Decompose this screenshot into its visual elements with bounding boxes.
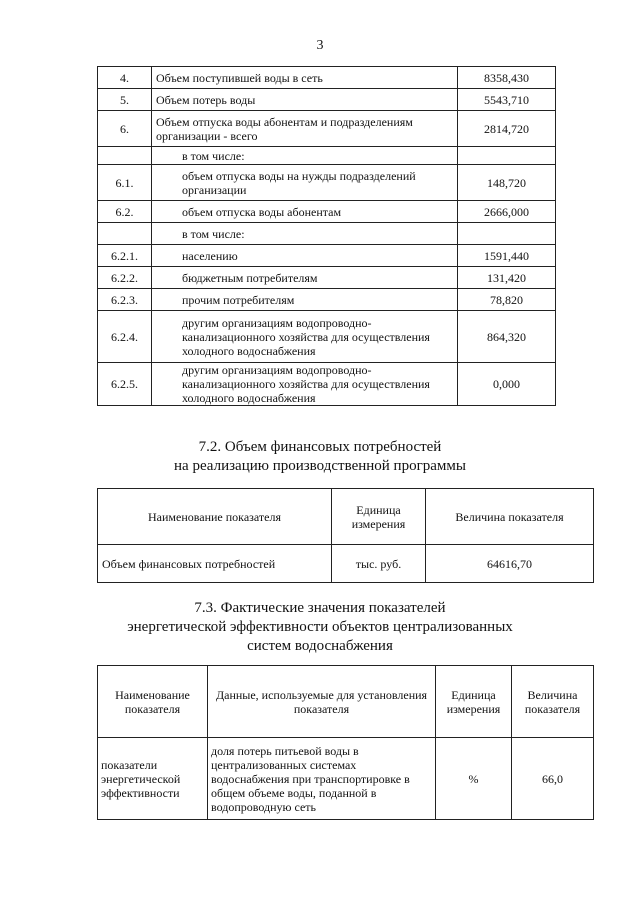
table-row <box>98 289 556 311</box>
row-number <box>98 147 152 165</box>
table-row <box>98 245 556 267</box>
row-name: другим организациям водопроводно-канализационного хозяйства для осуществления холодного водоснабжения <box>152 363 458 406</box>
water-balance-table <box>97 66 556 406</box>
row-number <box>98 223 152 245</box>
row-unit: тыс. руб. <box>332 545 426 583</box>
table-row <box>98 267 556 289</box>
table-row <box>98 223 556 245</box>
row-name: Объем поступившей воды в сеть <box>152 67 458 89</box>
table-row <box>98 67 556 89</box>
row-number: 6.2.1. <box>98 245 152 267</box>
row-number: 6.1. <box>98 165 152 201</box>
row-number: 6.2.5. <box>98 363 152 406</box>
row-value <box>458 147 556 165</box>
financial-needs-table <box>97 488 594 583</box>
row-name: населению <box>152 245 458 267</box>
row-name: бюджетным потребителям <box>152 267 458 289</box>
row-name: в том числе: <box>152 223 458 245</box>
row-unit: % <box>436 738 512 820</box>
column-header-value: Величина показателя <box>512 666 594 738</box>
row-value: 2666,000 <box>458 201 556 223</box>
column-header-name: Наименование показателя <box>98 666 208 738</box>
section-7-2-heading: 7.2. Объем финансовых потребностей на реализацию производственной программы <box>174 439 466 474</box>
row-name: Объем финансовых потребностей <box>98 545 332 583</box>
row-number: 6.2.4. <box>98 311 152 363</box>
row-value <box>458 223 556 245</box>
row-name: показатели энергетической эффективности <box>98 738 208 820</box>
row-number: 6.2.3. <box>98 289 152 311</box>
column-header-value: Величина показателя <box>426 489 594 545</box>
page-number: 3 <box>316 38 324 53</box>
column-header-name: Наименование показателя <box>98 489 332 545</box>
row-value: 78,820 <box>458 289 556 311</box>
row-value: 864,320 <box>458 311 556 363</box>
row-value: 0,000 <box>458 363 556 406</box>
table-row <box>98 201 556 223</box>
column-header-data: Данные, используемые для установления показателя <box>208 666 436 738</box>
table-row <box>98 165 556 201</box>
row-value: 2814,720 <box>458 111 556 147</box>
row-number: 5. <box>98 89 152 111</box>
column-header-unit: Единица измерения <box>436 666 512 738</box>
row-name: объем отпуска воды на нужды подразделений организации <box>152 165 458 201</box>
row-value: 8358,430 <box>458 67 556 89</box>
row-value: 64616,70 <box>426 545 594 583</box>
row-number: 6.2. <box>98 201 152 223</box>
table-row <box>98 147 556 165</box>
table-row <box>98 111 556 147</box>
row-value: 1591,440 <box>458 245 556 267</box>
row-name: объем отпуска воды абонентам <box>152 201 458 223</box>
row-name: другим организациям водопроводно-канализационного хозяйства для осуществления холодного водоснабжения <box>152 311 458 363</box>
column-header-unit: Единица измерения <box>332 489 426 545</box>
row-data: доля потерь питьевой воды в централизованных системах водоснабжения при транспортировке в общем объеме воды, поданной в водопроводную сеть <box>208 738 436 820</box>
table-row <box>98 311 556 363</box>
row-name: в том числе: <box>152 147 458 165</box>
row-value: 131,420 <box>458 267 556 289</box>
row-number: 4. <box>98 67 152 89</box>
row-value: 5543,710 <box>458 89 556 111</box>
row-value: 66,0 <box>512 738 594 820</box>
row-name: Объем отпуска воды абонентам и подразделениям организации - всего <box>152 111 458 147</box>
row-number: 6.2.2. <box>98 267 152 289</box>
energy-efficiency-table <box>97 665 594 820</box>
row-number: 6. <box>98 111 152 147</box>
row-name: прочим потребителям <box>152 289 458 311</box>
row-value: 148,720 <box>458 165 556 201</box>
row-name: Объем потерь воды <box>152 89 458 111</box>
section-7-3-heading: 7.3. Фактические значения показателей энергетической эффективности объектов централизованных систем водоснабжения <box>127 600 513 654</box>
table-row <box>98 363 556 406</box>
table-row <box>98 89 556 111</box>
